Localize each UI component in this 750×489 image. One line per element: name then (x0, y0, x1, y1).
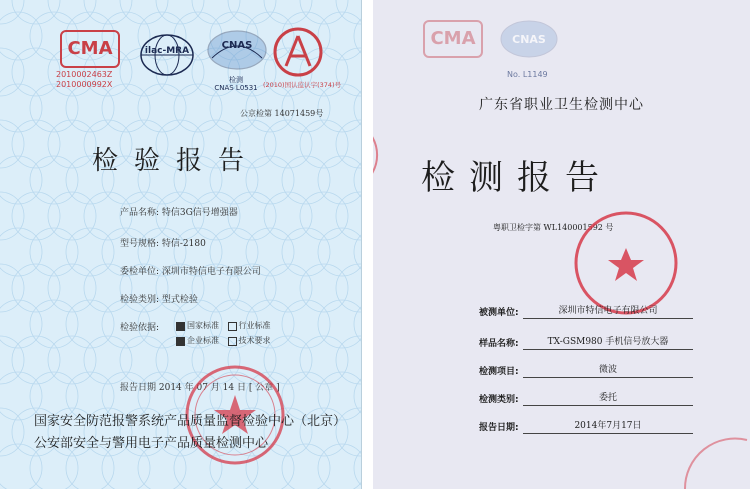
inspection-basis-label: 检验依据: (120, 323, 160, 333)
guilloche-ring (354, 156, 362, 204)
guilloche-ring (282, 156, 330, 204)
cma-logo: CMA (60, 30, 120, 68)
cma-code-2: 2010000992X (56, 80, 113, 89)
ilac-mra-logo (138, 32, 196, 78)
checkbox-enterprise (176, 337, 185, 346)
basis-industry: 行业标准 (238, 321, 271, 330)
guilloche-ring (30, 228, 78, 276)
guilloche-ring (66, 300, 114, 348)
guilloche-ring (48, 120, 96, 168)
cnas-emblem-faded-icon (499, 18, 559, 60)
guilloche-ring (84, 336, 132, 384)
cnas-sub-2: CNAS L0531 (214, 84, 258, 92)
guilloche-ring (12, 336, 60, 384)
field-value-item: 微波 (523, 363, 693, 378)
guilloche-ring (354, 84, 362, 132)
cnas-emblem-icon (206, 28, 268, 74)
guilloche-ring (318, 156, 362, 204)
guilloche-ring (354, 228, 362, 276)
issuer-line-2: 公安部安全与警用电子产品质量检测中心 (34, 436, 269, 451)
guilloche-ring (354, 372, 362, 420)
guilloche-ring (48, 264, 96, 312)
guilloche-ring (30, 156, 78, 204)
guilloche-ring (354, 300, 362, 348)
guilloche-ring (120, 336, 168, 384)
red-seal-stamp (569, 206, 683, 320)
cnas-faded-text: CNAS (512, 33, 546, 46)
field-value-sample: TX-GSM980 手机信号放大器 (523, 335, 693, 350)
field-value-date: 2014年7月17日 (523, 419, 693, 434)
report-title: 检测报告 (421, 158, 613, 198)
guilloche-ring (282, 300, 330, 348)
product-name: 产品名称: 特信3G信号增强器 (120, 208, 238, 218)
guilloche-ring (12, 120, 60, 168)
model-spec: 型号规格: 特信-2180 (120, 239, 206, 249)
guilloche-ring (48, 336, 96, 384)
right-certificate-page (373, 0, 750, 489)
guilloche-ring (12, 264, 60, 312)
guilloche-ring (30, 300, 78, 348)
report-date: 报告日期 2014 年 07 月 14 日 [ 公章 ] (120, 383, 280, 393)
guilloche-ring (264, 264, 312, 312)
cnas-logo-faded (499, 18, 559, 60)
guilloche-ring (336, 192, 362, 240)
field-value-category: 委托 (523, 391, 693, 406)
cnas-sub-1: 检测 (229, 76, 243, 84)
guilloche-ring (336, 336, 362, 384)
edge-seal-fragment (373, 115, 389, 195)
cnas-text: CNAS (221, 40, 253, 51)
inspection-type: 检验类别: 型式检验 (120, 295, 198, 305)
guilloche-ring (264, 192, 312, 240)
checkbox-national (176, 322, 185, 331)
cal-emblem-icon (272, 26, 324, 78)
left-certificate-page (0, 0, 362, 489)
report-number: 粤职卫检字第 WL140001592 号 (493, 223, 614, 232)
basis-row-2 (170, 335, 271, 346)
guilloche-ring (300, 120, 348, 168)
corner-seal-fragment (665, 420, 750, 489)
issuer-line-1: 国家安全防范报警系统产品质量监督检验中心（北京） (34, 414, 347, 429)
report-number: 公京检第 14071459号 (240, 109, 324, 118)
basis-row-1 (170, 320, 271, 331)
cma-logo-faded: CMA (423, 20, 483, 58)
basis-technical: 技术要求 (238, 336, 271, 345)
ilac-text: ilac-MRA (144, 46, 190, 56)
guilloche-ring (12, 192, 60, 240)
guilloche-ring (48, 192, 96, 240)
basis-national: 国家标准 (187, 321, 219, 330)
accreditation-number: No. L1149 (507, 70, 548, 79)
checkbox-technical (228, 337, 237, 346)
checkbox-industry (228, 322, 237, 331)
field-label-unit: 被测单位: (479, 308, 519, 318)
guilloche-ring (300, 336, 348, 384)
field-label-item: 检测项目: (479, 367, 519, 377)
client-unit: 委检单位: 深圳市特信电子有限公司 (120, 267, 261, 277)
guilloche-ring (318, 228, 362, 276)
center-name: 广东省职业卫生检测中心 (479, 97, 644, 113)
cal-logo (272, 26, 324, 78)
guilloche-ring (300, 264, 348, 312)
guilloche-ring (354, 12, 362, 60)
guilloche-ring (336, 264, 362, 312)
cma-codes (56, 70, 112, 90)
field-label-category: 检测类别: (479, 395, 519, 405)
accreditation-logos (40, 24, 340, 94)
cnas-logo (206, 28, 268, 78)
guilloche-ring (264, 120, 312, 168)
cal-subtext: (2010)国认监认字(374)号 (262, 81, 342, 89)
guilloche-ring (66, 228, 114, 276)
guilloche-ring (282, 228, 330, 276)
field-label-date: 报告日期: (479, 423, 519, 433)
basis-enterprise: 企业标准 (187, 336, 219, 345)
guilloche-ring (318, 300, 362, 348)
guilloche-ring (336, 120, 362, 168)
field-label-sample: 样品名称: (479, 339, 519, 349)
report-title: 检验报告 (92, 146, 261, 176)
guilloche-ring (300, 192, 348, 240)
field-value-unit: 深圳市特信电子有限公司 (523, 304, 693, 319)
guilloche-ring (318, 444, 362, 489)
guilloche-ring (354, 444, 362, 489)
cma-code-1: 2010002463Z (56, 70, 113, 79)
